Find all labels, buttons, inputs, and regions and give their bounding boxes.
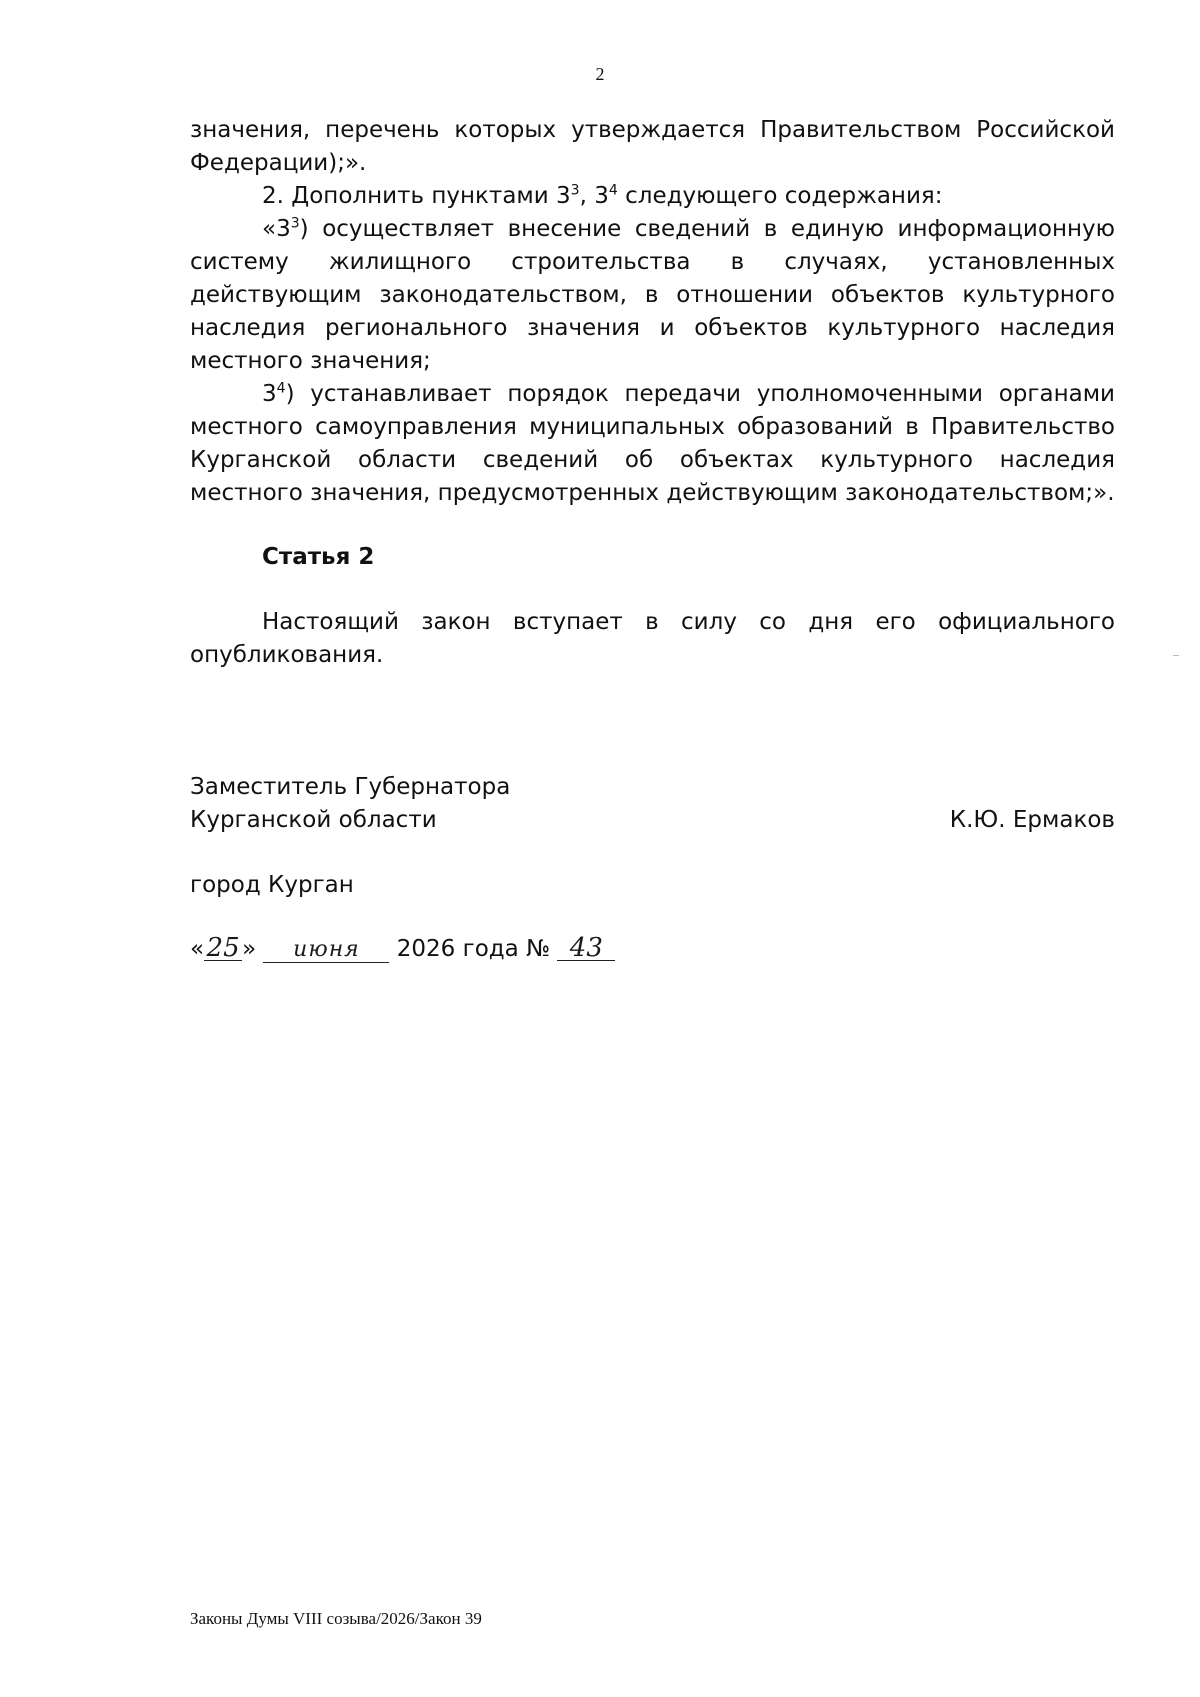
close-quote: » (242, 936, 257, 962)
paragraph-item-3-4: $3^4$) устанавливает порядок передачи уполномоченными органами местного самоуправления муниципальных образований в Правительство Курганской области сведений об объектах культурного наследия местного значения, предусмотренных действующим законодательством;». (190, 380, 1115, 506)
handwritten-day: 25 (204, 936, 242, 961)
article-1-continuation (190, 114, 1115, 510)
signer-position-line2: Курганской области (190, 807, 437, 833)
scan-speck (1173, 655, 1179, 656)
open-quote: « (190, 936, 205, 962)
page-number: 2 (595, 64, 605, 84)
city-line: город Курган (190, 872, 354, 898)
paragraph-item-3-3: «$3^3$) осуществляет внесение сведений в единую информационную систему жилищного строительства в случаях, установленных действующим законодательством, в отношении объектов культурного наследия регионального значения и объектов культурного наследия местного значения; (190, 215, 1115, 374)
signature-block (190, 771, 1115, 837)
signer-position-line1: Заместитель Губернатора (190, 774, 511, 800)
year-text: 2026 года № (396, 936, 551, 962)
handwritten-law-number: 43 (557, 936, 615, 961)
footer-file-path: Законы Думы VIII созыва/2026/Закон 39 (190, 1609, 482, 1628)
paragraph-continuation: значения, перечень которых утверждается Правительством Российской Федерации);». (190, 117, 1115, 176)
article-2-heading: Статья 2 (262, 544, 375, 570)
article-2-text: Настоящий закон вступает в силу со дня его официального опубликования. (190, 609, 1115, 668)
article-2-body (190, 606, 1115, 672)
signer-name: К.Ю. Ермаков (949, 807, 1115, 833)
handwritten-month: июня (263, 938, 389, 963)
paragraph-item-2: 2. Дополнить пунктами $3^3$, $3^4$ следующего содержания: (262, 182, 943, 209)
date-line (190, 933, 615, 966)
